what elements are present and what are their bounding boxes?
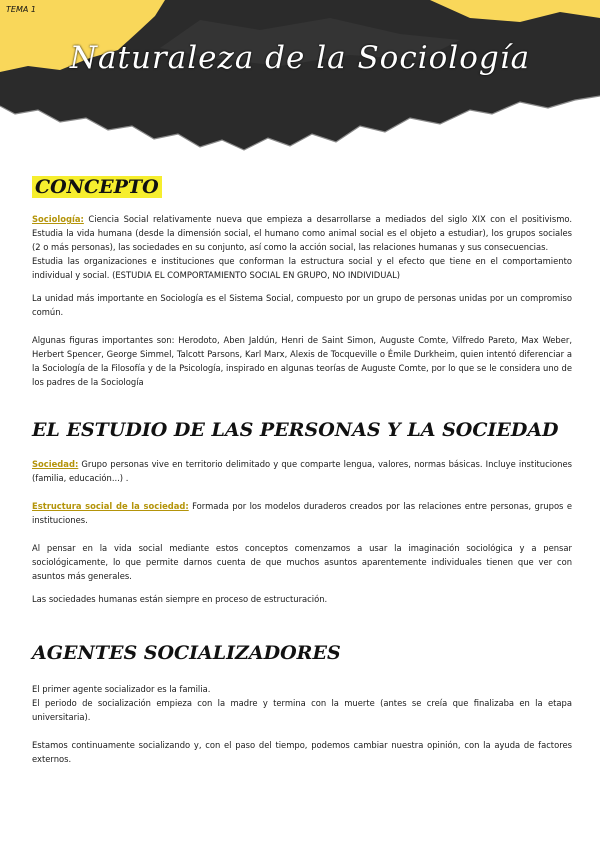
paragraph xyxy=(32,212,572,254)
term-label: Estructura social de la sociedad: xyxy=(32,501,189,511)
section-concepto xyxy=(32,176,572,389)
paragraph-text: Grupo personas vive en territorio delimitado y que comparte lengua, valores, normas básicas. Incluye instituciones (familia, educación...) . xyxy=(32,459,572,483)
paragraph xyxy=(32,457,572,485)
highlighted-heading: CONCEPTO xyxy=(32,176,162,198)
paragraph: Al pensar en la vida social mediante estos conceptos comenzamos a usar la imaginación sociológica y a pensar sociológicamente, lo que permite darnos cuenta de que muchos asuntos aparentemente individuales tienen que ver con asuntos más generales. xyxy=(32,543,572,581)
term-label: Sociología: xyxy=(32,214,84,224)
paragraph xyxy=(32,499,572,527)
section-title: AGENTES SOCIALIZADORES xyxy=(32,642,341,664)
section-title xyxy=(32,176,572,198)
page-title: Naturaleza de la Sociología xyxy=(69,40,531,76)
paragraph: El periodo de socialización empieza con la madre y termina con la muerte (antes se creía que finalizaba en la etapa universitaria). xyxy=(32,698,572,722)
paragraph: Las sociedades humanas están siempre en proceso de estructuración. xyxy=(32,594,328,604)
document-body xyxy=(32,176,572,766)
header-banner xyxy=(0,0,600,160)
paragraph: Estudia las organizaciones e instituciones que conforman la estructura social y el efecto que tiene en el comportamiento individual y social. (ESTUDIA EL COMPORTAMIENTO SOCIAL EN GRUPO, NO INDIVIDUAL) xyxy=(32,256,572,280)
paragraph: La unidad más importante en Sociología es el Sistema Social, compuesto por un grupo de personas unidas por un compromiso común. xyxy=(32,293,572,317)
torn-paper-banner xyxy=(0,0,600,160)
paragraph: Estamos continuamente socializando y, con el paso del tiempo, podemos cambiar nuestra opinión, con la ayuda de factores externos. xyxy=(32,740,572,764)
paragraph-text: Formada por los modelos duraderos creados por las relaciones entre personas, grupos e instituciones. xyxy=(32,501,572,525)
paragraph: Algunas figuras importantes son: Herodoto, Aben Jaldún, Henri de Saint Simon, Auguste Comte, Vilfredo Pareto, Max Weber, Herbert Spencer, George Simmel, Talcott Parsons, Karl Marx, Alexis de Tocqueville o Émile Durkheim, quien intentó diferenciar a la Sociología de la Filosofía y de la Psicología, inspirado en algunas teorías de Auguste Comte, por lo que se le considera uno de los padres de la Sociología xyxy=(32,335,572,387)
term-label: Sociedad: xyxy=(32,459,79,469)
paragraph: El primer agente socializador es la familia. xyxy=(32,684,211,694)
section-estudio xyxy=(32,419,572,606)
paragraph-text: Ciencia Social relativamente nueva que empieza a desarrollarse a mediados del siglo XIX con el positivismo. Estudia la vida humana (desde la dimensión social, el humano como animal social es el objeto a estudiar), los grupos sociales (2 o más personas), las sociedades en su conjunto, así como la acción social, las relaciones humanas y sus consecuencias. xyxy=(32,214,572,252)
tema-label: TEMA 1 xyxy=(6,5,36,14)
section-agentes xyxy=(32,642,572,766)
section-title: EL ESTUDIO DE LAS PERSONAS Y LA SOCIEDAD xyxy=(32,419,559,441)
